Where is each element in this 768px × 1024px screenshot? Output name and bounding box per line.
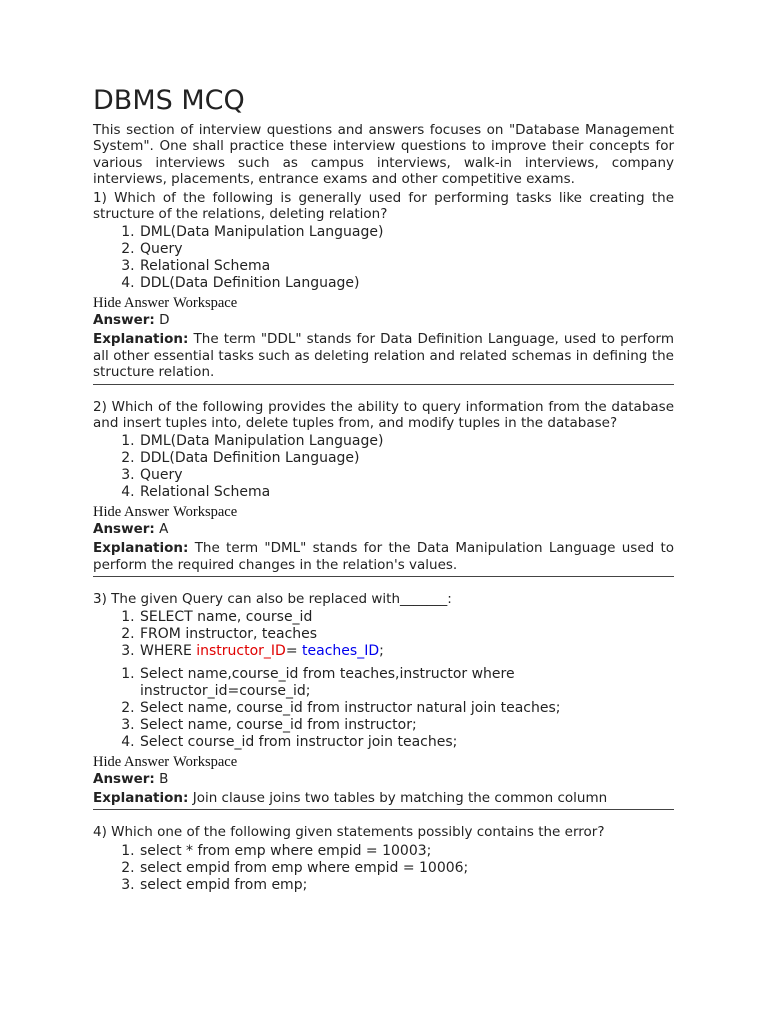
option-item: 2. select empid from emp where empid = 10006; xyxy=(139,860,674,877)
code-line xyxy=(139,643,674,660)
workspace-button[interactable]: Workspace xyxy=(173,295,238,312)
code-keyword: WHERE xyxy=(140,642,197,659)
question-text: 3) The given Query can also be replaced with_______: xyxy=(93,591,452,608)
options-list xyxy=(93,433,674,501)
answer-label: Answer: xyxy=(93,312,155,329)
article xyxy=(93,84,674,894)
answer-line xyxy=(93,771,674,788)
answer-controls xyxy=(93,754,674,771)
option-item: 3. Query xyxy=(139,467,674,484)
answer-line xyxy=(93,521,674,538)
question-3 xyxy=(93,591,674,810)
answer-label: Answer: xyxy=(93,521,155,538)
workspace-button[interactable]: Workspace xyxy=(173,504,238,521)
hide-answer-button[interactable]: Hide Answer xyxy=(93,504,170,521)
question-1 xyxy=(93,190,674,385)
explanation-label: Explanation: xyxy=(93,789,189,806)
code-terminator: ; xyxy=(379,642,384,659)
explanation-text: Join clause joins two tables by matching the common column xyxy=(192,789,608,806)
options-list xyxy=(93,666,674,751)
answer-line xyxy=(93,312,674,329)
question-text: 1) Which of the following is generally used for performing tasks like creating the structure of the relations, deleting relation? xyxy=(93,189,674,223)
question-text: 4) Which one of the following given statements possibly contains the error? xyxy=(93,824,605,841)
query-code-list xyxy=(93,609,674,660)
answer-value: B xyxy=(159,770,169,787)
answer-value: D xyxy=(159,312,170,329)
hide-answer-button[interactable]: Hide Answer xyxy=(93,295,170,312)
options-list xyxy=(93,843,674,894)
hide-answer-button[interactable]: Hide Answer xyxy=(93,753,170,770)
code-highlight-red: instructor_ID xyxy=(196,642,286,659)
explanation xyxy=(93,790,674,806)
option-item: 4. Relational Schema xyxy=(139,484,674,501)
answer-controls xyxy=(93,295,674,312)
option-item: 4. Select course_id from instructor join teaches; xyxy=(139,734,674,751)
option-item: 2. Query xyxy=(139,241,674,258)
option-item: 3. Relational Schema xyxy=(139,258,674,275)
code-line: 2. FROM instructor, teaches xyxy=(139,626,674,643)
option-item: 2. DDL(Data Definition Language) xyxy=(139,450,674,467)
code-operator: = xyxy=(285,642,303,659)
option-item: 1. DML(Data Manipulation Language) xyxy=(139,224,674,241)
options-list xyxy=(93,224,674,292)
option-item: 1. select * from emp where empid = 10003; xyxy=(139,843,674,860)
page-title: DBMS MCQ xyxy=(93,85,245,116)
explanation xyxy=(93,331,674,380)
option-item: 3. Select name, course_id from instructor; xyxy=(139,717,674,734)
code-highlight-blue: teaches_ID xyxy=(302,642,380,659)
option-item: 1. Select name,course_id from teaches,instructor where instructor_id=course_id; xyxy=(139,666,674,700)
divider xyxy=(93,809,674,810)
question-4 xyxy=(93,824,674,893)
answer-value: A xyxy=(159,521,169,538)
explanation-text: The term "DDL" stands for Data Definition Language, used to perform all other essential tasks such as deleting relation and related schemas in defining the structure relation. xyxy=(93,331,675,381)
explanation-text: The term "DML" stands for the Data Manipulation Language used to perform the required changes in the relation's values. xyxy=(93,540,674,573)
answer-controls xyxy=(93,504,674,521)
question-2 xyxy=(93,399,674,578)
question-text: 2) Which of the following provides the ability to query information from the database and insert tuples into, delete tuples from, and modify tuples in the database? xyxy=(93,398,674,432)
option-item: 2. Select name, course_id from instructor natural join teaches; xyxy=(139,700,674,717)
option-item: 1. DML(Data Manipulation Language) xyxy=(139,433,674,450)
divider xyxy=(93,576,674,577)
intro-paragraph: This section of interview questions and answers focuses on "Database Management System". One shall practice these interview questions to improve their concepts for various interviews such as campus interviews, walk-in interviews, company interviews, placements, entrance exams and other competitive exams. xyxy=(93,122,674,188)
explanation-label: Explanation: xyxy=(93,331,189,348)
workspace-button[interactable]: Workspace xyxy=(173,753,238,770)
code-line: 1. SELECT name, course_id xyxy=(139,609,674,626)
option-item: 4. DDL(Data Definition Language) xyxy=(139,275,674,292)
explanation xyxy=(93,540,674,573)
option-item: 3. select empid from emp; xyxy=(139,877,674,894)
explanation-label: Explanation: xyxy=(93,540,189,557)
divider xyxy=(93,384,674,385)
answer-label: Answer: xyxy=(93,770,155,787)
